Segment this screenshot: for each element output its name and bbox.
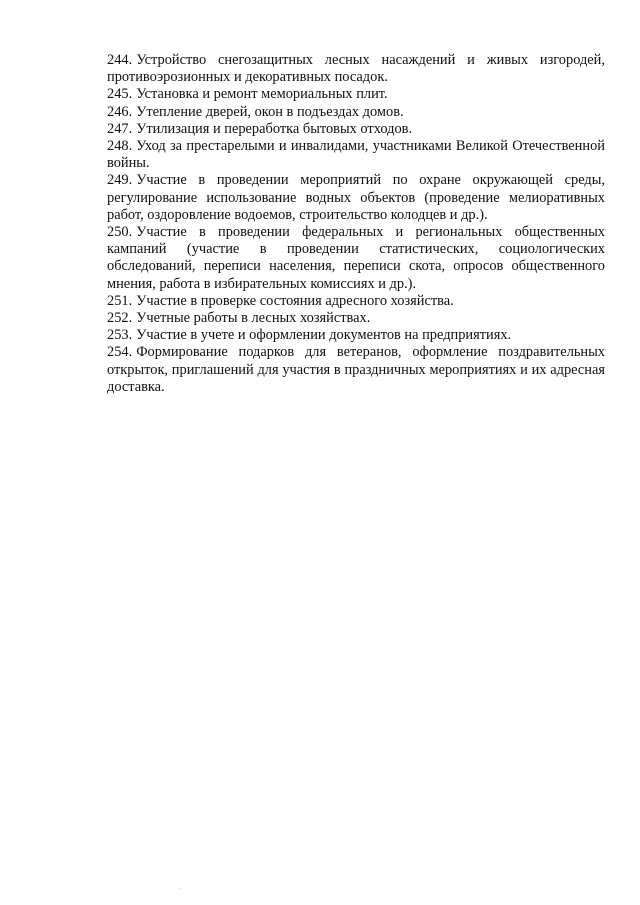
item-number: 245. [107,86,133,103]
item-number: 246. [107,103,133,120]
item-text: Участие в учете и оформлении документов на предприятиях. [136,327,512,344]
numbered-list [107,52,605,396]
item-text: Участие в проведении федеральных и региональных общественных кампаний (участие в проведении статистических, социологических обследований, переписи населения, переписи скота, опросов общественного мнения, работа в избирательных комиссиях и др.). [107,224,605,292]
item-text: Устройство снегозащитных лесных насаждений и живых изгородей, противоэрозионных и декоративных посадок. [107,52,605,86]
list-item [107,327,605,344]
list-item [107,344,605,396]
item-number: 247. [107,120,133,137]
item-number: 253. [107,327,133,344]
item-text: Участие в проверке состояния адресного хозяйства. [136,292,454,309]
item-number: 248. [107,138,133,155]
item-text: Установка и ремонт мемориальных плит. [136,86,388,103]
item-text: Утепление дверей, окон в подъездах домов. [136,103,404,120]
list-item [107,121,605,138]
item-text: Учетные работы в лесных хозяйствах. [136,310,371,327]
list-item [107,86,605,103]
list-item [107,310,605,327]
item-text: Утилизация и переработка бытовых отходов. [136,120,413,137]
item-number: 252. [107,310,133,327]
list-item [107,138,605,172]
scan-speck [180,888,181,889]
item-text: Уход за престарелыми и инвалидами, участниками Великой Отечественной войны. [107,138,605,172]
list-item [107,293,605,310]
list-item [107,104,605,121]
item-number: 251. [107,292,133,309]
item-number: 244. [107,52,133,68]
item-number: 250. [107,224,133,241]
list-item [107,52,605,86]
list-item [107,224,605,293]
list-item [107,172,605,224]
item-text: Участие в проведении мероприятий по охране окружающей среды, регулирование использование водных объектов (проведение мелиоративных работ, оздоровление водоемов, строительство колодцев и др.). [107,172,605,223]
item-number: 254. [107,344,133,361]
item-number: 249. [107,172,133,189]
item-text: Формирование подарков для ветеранов, оформление поздравительных открыток, приглашений для участия в праздничных мероприятиях и их адресная доставка. [107,344,605,395]
